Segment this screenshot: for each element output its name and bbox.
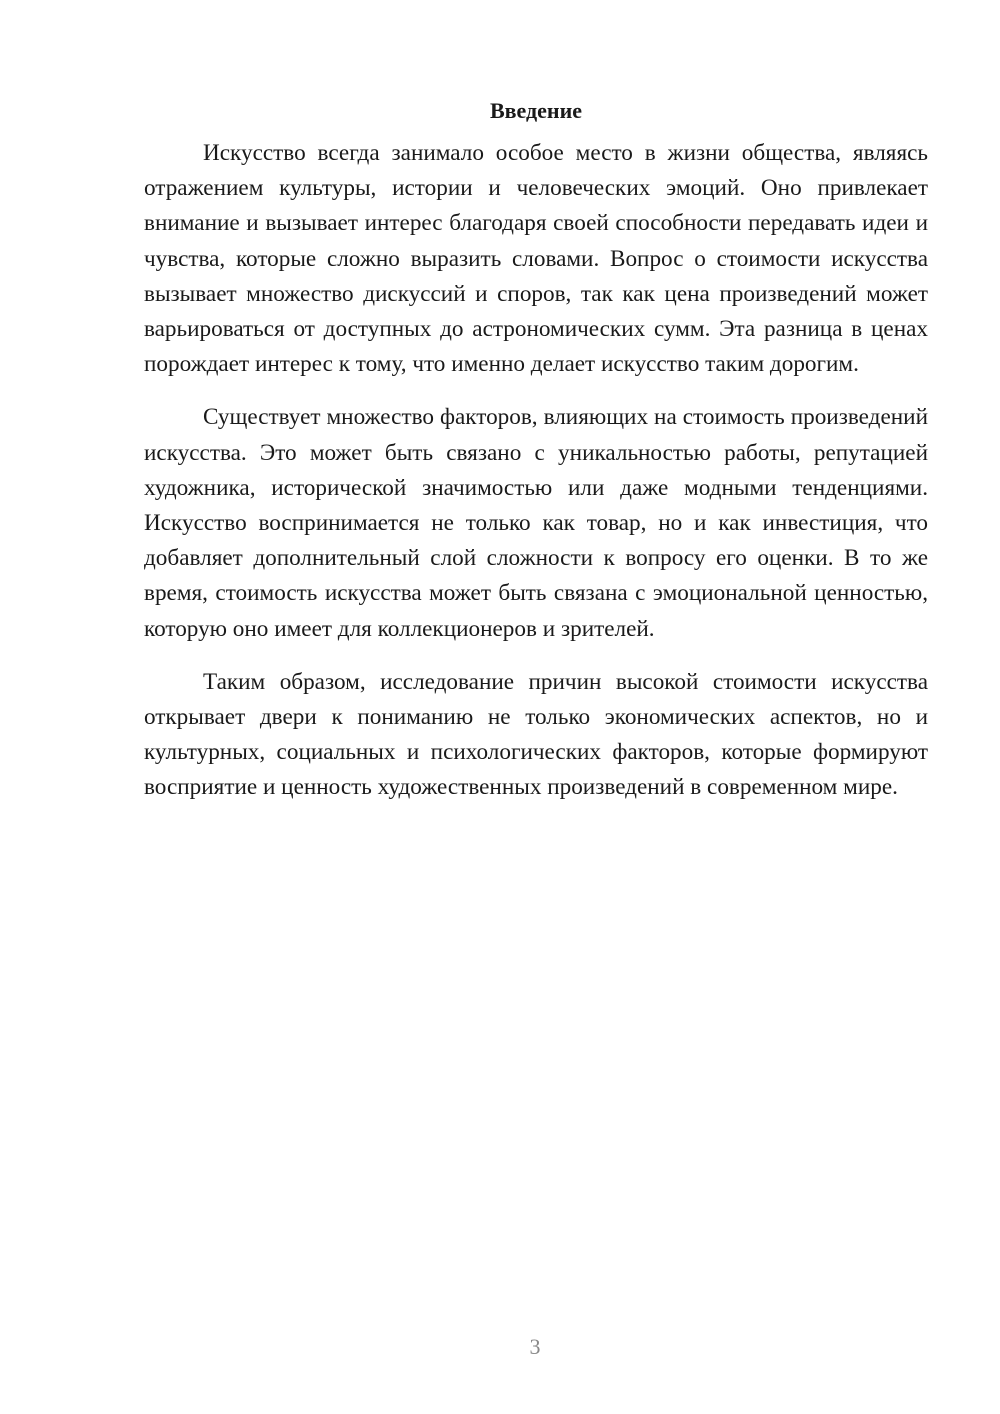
paragraph-1: Искусство всегда занимало особое место в жизни общества, являясь отражением культуры, истории и человеческих эмоций. Оно привлекает внимание и вызывает интерес благодаря своей способности передавать идеи и чувства, которые сложно выразить словами. Вопрос о стоимости искусства вызывает множество дискуссий и споров, так как цена произведений может варьироваться от доступных до астрономических сумм. Эта разница в ценах порождает интерес к тому, что именно делает искусство таким дорогим. bbox=[144, 140, 928, 378]
paragraph-3: Таким образом, исследование причин высокой стоимости искусства открывает двери к пониманию не только экономических аспектов, но и культурных, социальных и психологических факторов, которые формируют восприятие и ценность художественных произведений в современном мире. bbox=[144, 668, 928, 801]
paragraph-2: Существует множество факторов, влияющих на стоимость произведений искусства. Это может быть связано с уникальностью работы, репутацией художника, исторической значимостью или даже модными тенденциями. Искусство воспринимается не только как товар, но и как инвестиция, что добавляет дополнительный слой сложности к вопросу его оценки. В то же время, стоимость искусства может быть связана с эмоциональной ценностью, которую оно имеет для коллекционеров и зрителей. bbox=[144, 404, 928, 642]
section-title: Введение bbox=[489, 98, 583, 123]
page-content bbox=[144, 96, 928, 806]
page-number: 3 bbox=[529, 1334, 541, 1359]
